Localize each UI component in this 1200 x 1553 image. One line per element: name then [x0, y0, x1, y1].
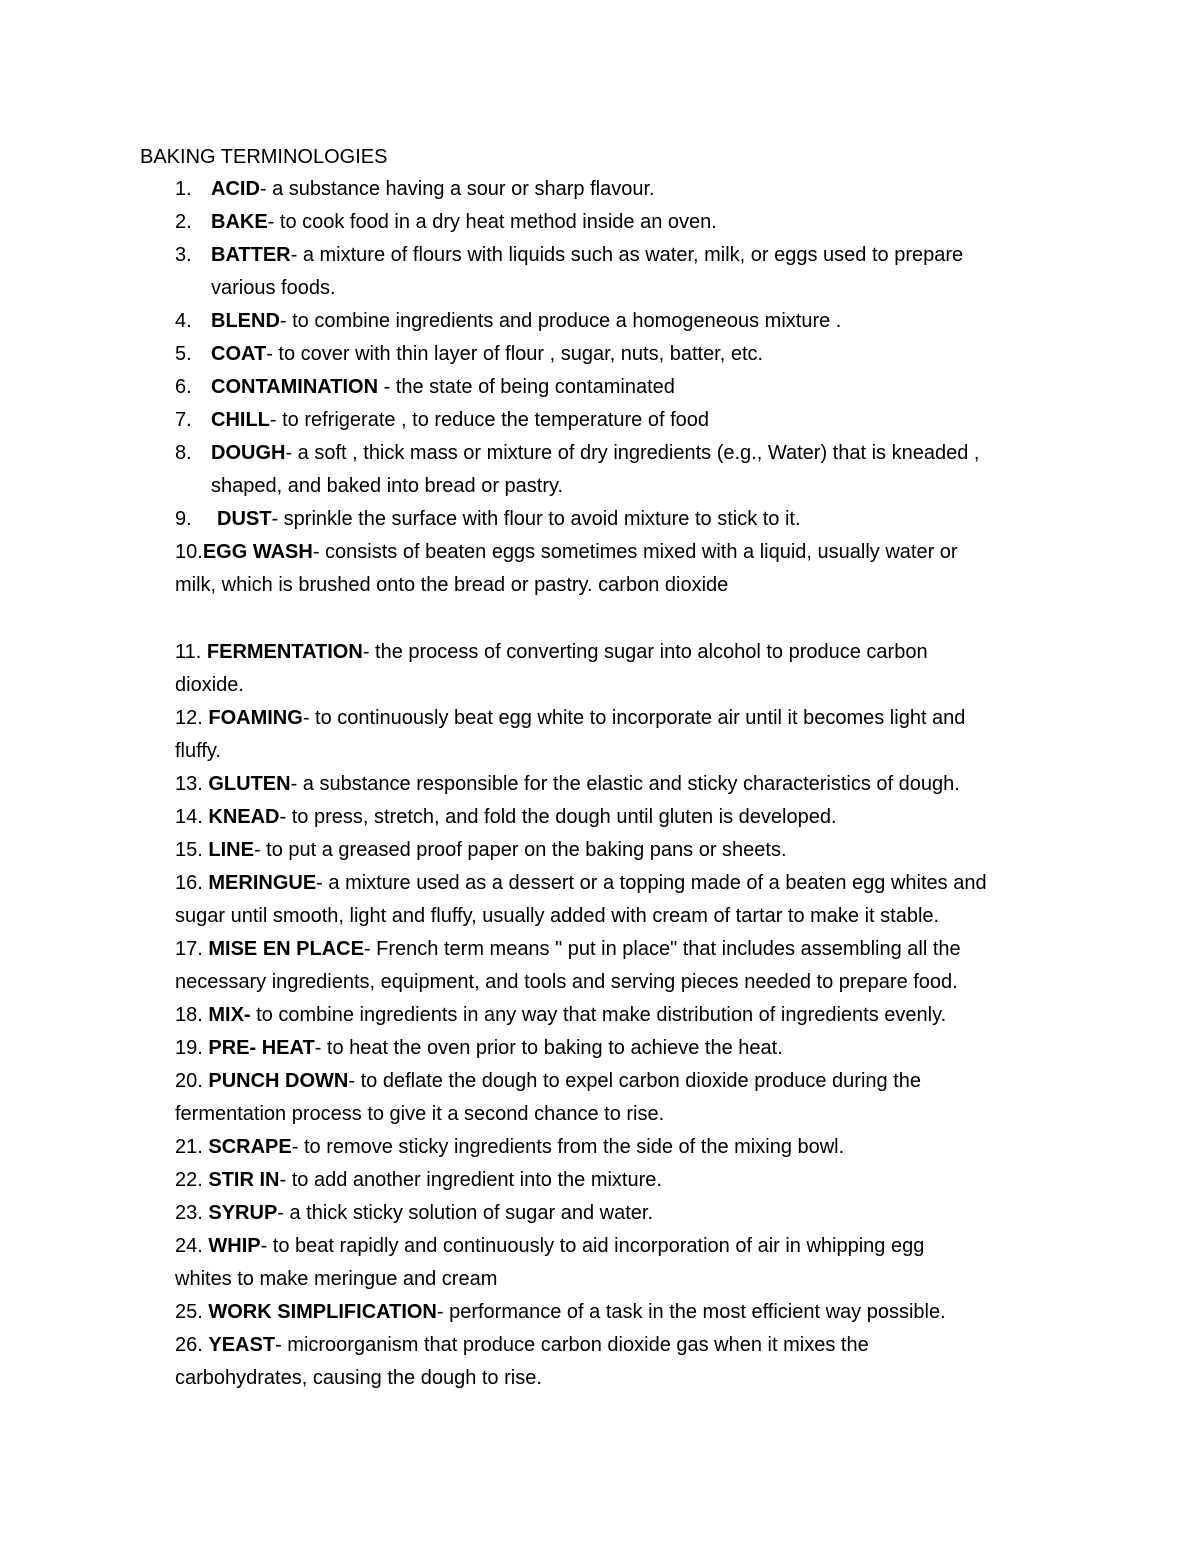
term-definition: - consists of beaten eggs sometimes mixed with a liquid, usually water or	[312, 541, 958, 563]
term-word: MISE EN PLACE	[208, 938, 364, 960]
term-word: MIX-	[208, 1004, 251, 1026]
term-line	[175, 1331, 869, 1359]
item-number: 1.	[175, 178, 192, 200]
item-number: 6.	[175, 376, 192, 398]
term-word: DUST	[217, 508, 272, 530]
term-line	[175, 935, 961, 963]
term-line	[211, 373, 675, 401]
item-number: 4.	[175, 310, 192, 332]
term-line	[175, 869, 987, 897]
item-number: 12.	[175, 707, 203, 729]
term-line	[175, 770, 960, 798]
term-word: STIR IN	[208, 1169, 280, 1191]
term-definition-continued: necessary ingredients, equipment, and tools and serving pieces needed to prepare food.	[175, 971, 958, 993]
term-definition-continued: fluffy.	[175, 740, 221, 762]
term-definition-continued: dioxide.	[175, 674, 244, 696]
term-word: KNEAD	[208, 806, 280, 828]
term-definition: - to remove sticky ingredients from the side of the mixing bowl.	[291, 1136, 845, 1158]
term-word: CONTAMINATION	[211, 376, 379, 398]
term-line	[175, 803, 837, 831]
item-number: 25.	[175, 1301, 203, 1323]
item-number: 20.	[175, 1070, 203, 1092]
term-word: BAKE	[211, 211, 268, 233]
term-line	[175, 1067, 921, 1095]
term-definition-continued: whites to make meringue and cream	[175, 1268, 498, 1290]
term-word: SYRUP	[208, 1202, 278, 1224]
term-line	[175, 1034, 783, 1062]
term-line	[175, 1166, 662, 1194]
term-line	[175, 1133, 844, 1161]
term-line	[211, 406, 709, 434]
term-definition-continued: fermentation process to give it a second chance to rise.	[175, 1103, 665, 1125]
term-word: COAT	[211, 343, 267, 365]
term-line	[211, 208, 717, 236]
term-definition: - a thick sticky solution of sugar and water.	[277, 1202, 654, 1224]
item-number: 13.	[175, 773, 203, 795]
item-number: 11.	[175, 641, 202, 663]
term-word: ACID	[211, 178, 260, 200]
item-number: 9.	[175, 508, 192, 530]
item-number: 18.	[175, 1004, 203, 1026]
term-line	[211, 175, 655, 203]
term-line	[211, 241, 963, 269]
item-number: 21.	[175, 1136, 203, 1158]
term-word: MERINGUE	[208, 872, 317, 894]
term-word: YEAST	[208, 1334, 276, 1356]
term-definition: - a mixture of flours with liquids such as water, milk, or eggs used to prepare	[290, 244, 964, 266]
term-line	[217, 505, 801, 533]
item-number: 19.	[175, 1037, 203, 1059]
term-line	[211, 340, 763, 368]
item-number: 2.	[175, 211, 192, 233]
term-word: WHIP	[208, 1235, 261, 1257]
term-line	[175, 1001, 946, 1029]
page-title: BAKING TERMINOLOGIES	[140, 146, 388, 168]
term-word: WORK SIMPLIFICATION	[208, 1301, 437, 1323]
item-number: 22.	[175, 1169, 203, 1191]
term-word: EGG WASH	[202, 541, 313, 563]
term-definition: - to continuously beat egg white to incorporate air until it becomes light and	[302, 707, 966, 729]
item-number: 8.	[175, 442, 192, 464]
term-word: SCRAPE	[208, 1136, 292, 1158]
term-line	[175, 836, 787, 864]
term-definition-continued: various foods.	[211, 277, 336, 299]
term-line	[175, 1298, 946, 1326]
term-word: FOAMING	[208, 707, 303, 729]
term-word: BLEND	[211, 310, 280, 332]
term-definition: - to put a greased proof paper on the baking pans or sheets.	[253, 839, 787, 861]
term-line	[211, 439, 979, 467]
term-definition: - to heat the oven prior to baking to achieve the heat.	[314, 1037, 783, 1059]
item-number: 26.	[175, 1334, 203, 1356]
term-line	[175, 538, 958, 566]
term-definition: - to deflate the dough to expel carbon dioxide produce during the	[348, 1070, 922, 1092]
term-definition: - to cover with thin layer of flour , sugar, nuts, batter, etc.	[266, 343, 764, 365]
item-number: 3.	[175, 244, 192, 266]
term-definition: - microorganism that produce carbon dioxide gas when it mixes the	[275, 1334, 869, 1356]
item-number: 15.	[175, 839, 203, 861]
item-number: 24.	[175, 1235, 203, 1257]
term-word: LINE	[208, 839, 254, 861]
term-definition-continued: milk, which is brushed onto the bread or pastry. carbon dioxide	[175, 574, 729, 596]
term-word: GLUTEN	[208, 773, 291, 795]
item-number: 7.	[175, 409, 192, 431]
item-number: 10.	[175, 541, 203, 563]
item-number: 5.	[175, 343, 192, 365]
term-definition-continued: shaped, and baked into bread or pastry.	[211, 475, 564, 497]
term-definition-continued: sugar until smooth, light and fluffy, usually added with cream of tartar to make it stable.	[175, 905, 940, 927]
term-definition: - performance of a task in the most efficient way possible.	[436, 1301, 946, 1323]
term-word: DOUGH	[211, 442, 286, 464]
term-definition-continued: carbohydrates, causing the dough to rise.	[175, 1367, 542, 1389]
term-definition: to combine ingredients in any way that make distribution of ingredients evenly.	[250, 1004, 947, 1026]
term-definition: - to combine ingredients and produce a homogeneous mixture .	[279, 310, 842, 332]
term-definition: - to refrigerate , to reduce the temperature of food	[269, 409, 710, 431]
term-word: BATTER	[211, 244, 291, 266]
term-line	[211, 307, 841, 335]
item-number: 14.	[175, 806, 203, 828]
term-definition: - to cook food in a dry heat method inside an oven.	[267, 211, 717, 233]
term-word: FERMENTATION	[206, 641, 363, 663]
term-definition: - to press, stretch, and fold the dough until gluten is developed.	[279, 806, 837, 828]
term-definition: - the state of being contaminated	[378, 376, 675, 398]
term-definition: - a soft , thick mass or mixture of dry ingredients (e.g., Water) that is kneaded ,	[285, 442, 980, 464]
term-line	[175, 638, 928, 666]
term-definition: - to beat rapidly and continuously to aid incorporation of air in whipping egg	[260, 1235, 925, 1257]
term-word: PRE- HEAT	[208, 1037, 315, 1059]
term-definition: - French term means " put in place" that includes assembling all the	[363, 938, 961, 960]
item-number: 23.	[175, 1202, 203, 1224]
term-line	[175, 1199, 653, 1227]
term-word: PUNCH DOWN	[208, 1070, 349, 1092]
term-definition: - a mixture used as a dessert or a topping made of a beaten egg whites and	[316, 872, 987, 894]
term-line	[175, 704, 965, 732]
term-word: CHILL	[211, 409, 270, 431]
term-line	[175, 1232, 924, 1260]
term-definition: - a substance having a sour or sharp flavour.	[259, 178, 655, 200]
term-definition: - the process of converting sugar into alcohol to produce carbon	[362, 641, 928, 663]
term-definition: - a substance responsible for the elastic and sticky characteristics of dough.	[290, 773, 960, 795]
term-definition: - to add another ingredient into the mixture.	[279, 1169, 662, 1191]
item-number: 17.	[175, 938, 203, 960]
term-definition: - sprinkle the surface with flour to avoid mixture to stick to it.	[271, 508, 801, 530]
item-number: 16.	[175, 872, 203, 894]
